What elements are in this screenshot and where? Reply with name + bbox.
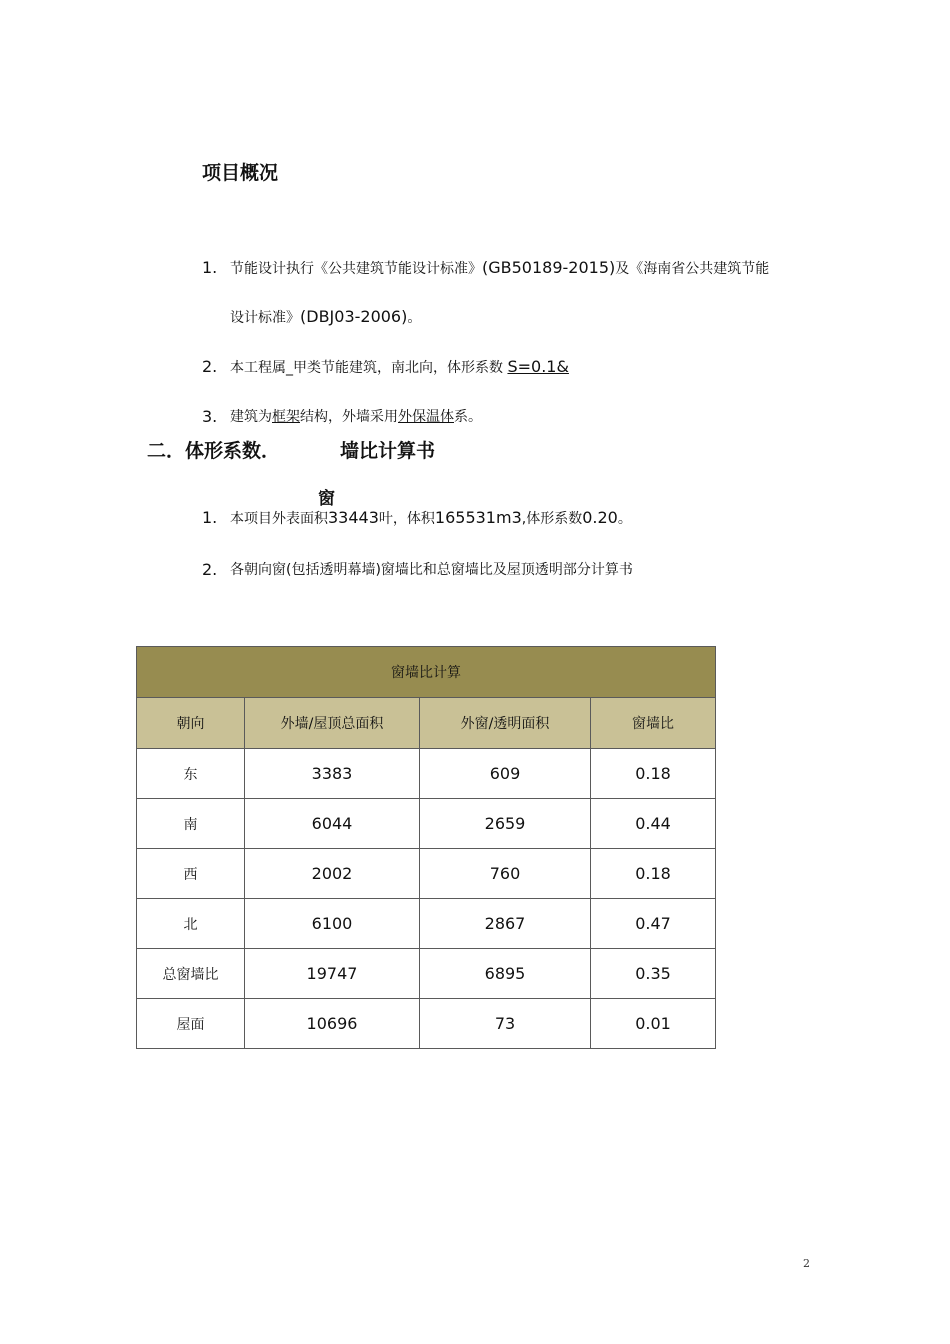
- cell-wall-area: 19747: [245, 949, 420, 999]
- cell-ratio: 0.01: [591, 999, 716, 1049]
- list-item-1-line2: [230, 307, 421, 328]
- cell-orientation: 屋面: [137, 999, 245, 1049]
- item-text: 叶，体积: [378, 511, 435, 527]
- cell-wall-area: 3383: [245, 749, 420, 799]
- column-header-orientation: 朝向: [137, 698, 245, 749]
- item-text-tail: 系。: [454, 409, 482, 425]
- cell-window-area: 2659: [420, 799, 591, 849]
- item-number: 3.: [202, 407, 218, 426]
- table-row: [137, 849, 716, 899]
- item-text-tail: 。: [407, 310, 422, 326]
- coefficient-value: 0.20: [582, 508, 618, 527]
- standard-code: (DBJ03-2006): [300, 307, 408, 326]
- section2-heading-char: 窗: [318, 489, 335, 509]
- cell-window-area: 2867: [420, 899, 591, 949]
- column-header-wall-area: 外墙/屋顶总面积: [245, 698, 420, 749]
- cell-window-area: 760: [420, 849, 591, 899]
- cell-orientation: 北: [137, 899, 245, 949]
- table-row: [137, 999, 716, 1049]
- shape-coefficient-value: S=0.1&: [507, 357, 569, 376]
- volume-value: 165531m3: [434, 508, 522, 527]
- table-title: 窗墙比计算: [137, 647, 716, 698]
- cell-window-area: 609: [420, 749, 591, 799]
- item-number: 2.: [202, 560, 218, 579]
- item-text: 设计标准》: [230, 310, 300, 326]
- cell-orientation: 西: [137, 849, 245, 899]
- standard-code: (GB50189-2015): [482, 258, 616, 277]
- page-number: 2: [803, 1257, 810, 1270]
- underlined-term: 框架: [272, 409, 300, 425]
- cell-wall-area: 2002: [245, 849, 420, 899]
- cell-orientation: 南: [137, 799, 245, 849]
- item-number: 2.: [202, 357, 218, 376]
- cell-window-area: 6895: [420, 949, 591, 999]
- window-wall-ratio-table: [136, 646, 716, 1049]
- cell-ratio: 0.47: [591, 899, 716, 949]
- item-text: 本工程属_甲类节能建筑，南北向，体形系数: [230, 360, 503, 376]
- item-text: 各朝向窗(包括透明幕墙)窗墙比和总窗墙比及屋顶透明部分计算书: [230, 562, 633, 578]
- section-heading: 项目概况: [202, 162, 279, 184]
- item-number: 1.: [202, 508, 218, 527]
- section2-heading-part2: 墙比计算书: [340, 440, 436, 462]
- item-text: 结构，外墙采用: [300, 409, 398, 425]
- cell-ratio: 0.18: [591, 749, 716, 799]
- cell-ratio: 0.35: [591, 949, 716, 999]
- cell-ratio: 0.44: [591, 799, 716, 849]
- item-number: 1.: [202, 258, 218, 277]
- table-row: [137, 749, 716, 799]
- cell-orientation: 总窗墙比: [137, 949, 245, 999]
- cell-wall-area: 6100: [245, 899, 420, 949]
- item-text: ,体形系数: [521, 511, 583, 527]
- cell-orientation: 东: [137, 749, 245, 799]
- cell-window-area: 73: [420, 999, 591, 1049]
- column-header-ratio: 窗墙比: [591, 698, 716, 749]
- underlined-term: 外保温体: [398, 409, 454, 425]
- item-text: 节能设计执行《公共建筑节能设计标准》: [230, 261, 482, 277]
- section2-heading: [147, 436, 467, 462]
- item-text: 建筑为: [230, 409, 272, 425]
- table-row: [137, 899, 716, 949]
- cell-ratio: 0.18: [591, 849, 716, 899]
- table-row: [137, 799, 716, 849]
- column-header-window-area: 外窗/透明面积: [420, 698, 591, 749]
- cell-wall-area: 10696: [245, 999, 420, 1049]
- table-row: [137, 949, 716, 999]
- item-text-tail: 。: [617, 511, 632, 527]
- section2-heading-part1: 二．体形系数．: [147, 440, 281, 462]
- item-text-tail: 及《海南省公共建筑节能: [615, 261, 770, 277]
- item-text: 本项目外表面积: [230, 511, 328, 527]
- cell-wall-area: 6044: [245, 799, 420, 849]
- surface-area: 33443: [328, 508, 379, 527]
